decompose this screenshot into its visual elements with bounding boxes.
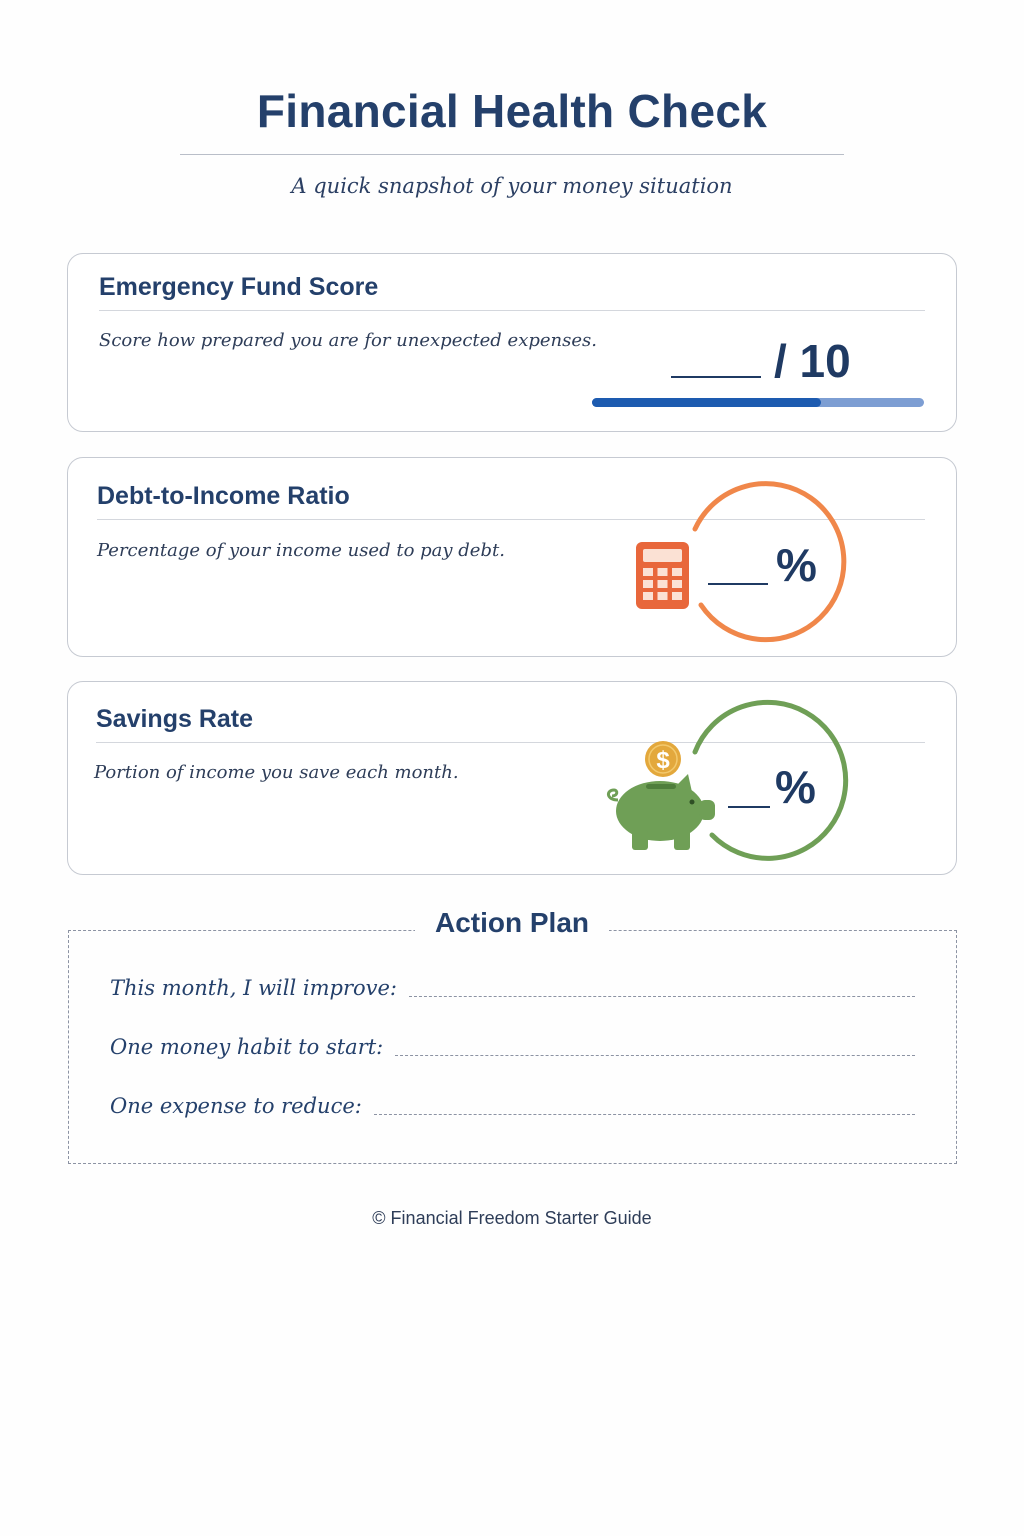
action-label: One money habit to start: [110,1035,384,1059]
debt-to-income-title: Debt-to-Income Ratio [97,482,350,510]
action-plan-title: Action Plan [415,907,609,939]
action-plan-header [0,907,1024,939]
action-write-line[interactable] [374,1114,915,1115]
footer-text: © Financial Freedom Starter Guide [372,1208,652,1228]
piggy-bank-icon [604,738,720,852]
emergency-fund-description: Score how prepared you are for unexpected expenses. [99,330,597,351]
debt-percent-sign: % [776,539,817,591]
debt-to-income-description: Percentage of your income used to pay debt. [97,540,505,561]
action-label: This month, I will improve: [110,976,397,1000]
action-row-habit [110,1035,915,1059]
coin-dollar-sign: $ [656,747,670,774]
savings-percent-sign: % [775,761,816,813]
savings-rate-description: Portion of income you save each month. [94,762,459,783]
page-title: Financial Health Check [256,85,768,137]
action-row-expense [110,1094,915,1118]
action-row-improve [110,976,915,1000]
action-write-line[interactable] [409,996,915,997]
action-label: One expense to reduce: [110,1094,362,1118]
page-subtitle: A quick snapshot of your money situation [291,174,733,198]
emergency-fund-title: Emergency Fund Score [99,273,379,301]
savings-rate-title: Savings Rate [96,705,254,733]
action-write-line[interactable] [395,1055,915,1056]
savings-percent-input-line[interactable] [728,806,770,808]
score-suffix: / 10 [774,335,851,387]
